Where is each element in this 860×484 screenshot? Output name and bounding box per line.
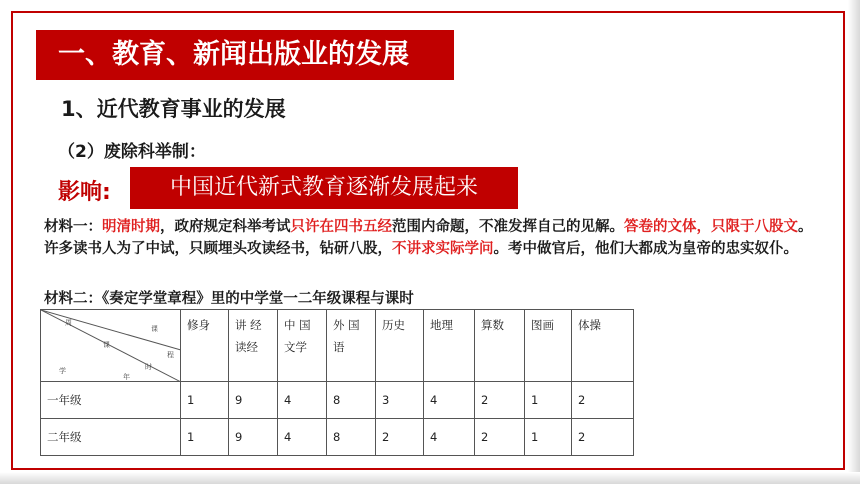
material-one-text-4: 。考中做官后，他们大都成为皇帝的忠实奴仆。	[493, 240, 798, 257]
table-row	[41, 382, 634, 419]
table-cell: 2	[572, 419, 634, 456]
header-cell: 算数	[475, 310, 525, 382]
table-cell: 4	[278, 419, 327, 456]
table-cell: 8	[327, 419, 376, 456]
material-one-highlight-1: 明清时期	[102, 218, 160, 235]
table-cell: 2	[572, 382, 634, 419]
row-label: 一年级	[41, 382, 181, 419]
point-heading: （2）废除科举制：	[58, 142, 206, 162]
corner-label-shi: 时	[145, 363, 152, 371]
table-cell: 9	[229, 419, 278, 456]
header-cell: 讲 经 读经	[229, 310, 278, 382]
header-cell: 图画	[525, 310, 572, 382]
table-cell: 4	[424, 382, 475, 419]
course-table	[40, 309, 634, 456]
material-one-text-1: ，政府规定科举考试	[160, 218, 291, 235]
corner-label-ke-1: 课	[151, 325, 158, 333]
impact-box: 中国近代新式教育逐渐发展起来	[130, 167, 518, 209]
material-one	[44, 216, 824, 260]
header-cell: 地理	[424, 310, 475, 382]
material-one-highlight-4: 不讲求实际学问	[392, 240, 494, 257]
table-cell: 1	[525, 419, 572, 456]
table-cell: 9	[229, 382, 278, 419]
table-cell: 1	[525, 382, 572, 419]
corner-label-ke-2: 课	[103, 341, 110, 349]
row-label: 二年级	[41, 419, 181, 456]
material-one-text-3: 。许多读书人为了中试，只顾埋头攻读经书，钻研八股，	[44, 218, 813, 257]
table-cell: 1	[181, 419, 229, 456]
header-cell: 历史	[376, 310, 424, 382]
table-cell: 2	[475, 382, 525, 419]
table-cell: 1	[181, 382, 229, 419]
material-one-highlight-3: 答卷的文体，只限于八股文	[624, 218, 798, 235]
material-one-text-2: 范围内命题，不准发挥自己的见解。	[392, 218, 624, 235]
material-two: 材料二：《奏定学堂章程》里的中学堂一二年级课程与课时	[44, 290, 414, 307]
corner-label-xue: 学	[59, 367, 66, 375]
title-banner: 一、教育、新闻出版业的发展	[36, 30, 454, 80]
table-cell: 8	[327, 382, 376, 419]
header-cell: 中 国 文学	[278, 310, 327, 382]
table-row	[41, 419, 634, 456]
table-header-row	[41, 310, 634, 382]
material-one-highlight-2: 只许在四书五经	[290, 218, 392, 235]
table-cell: 2	[475, 419, 525, 456]
right-shadow	[848, 0, 860, 484]
bottom-shadow	[0, 472, 860, 484]
section-subtitle: 1、近代教育事业的发展	[61, 97, 286, 121]
table-cell: 4	[278, 382, 327, 419]
header-cell: 外 国 语	[327, 310, 376, 382]
corner-label-nian: 年	[123, 373, 130, 381]
material-one-prefix: 材料一：	[44, 218, 102, 235]
table-cell: 2	[376, 419, 424, 456]
table-cell: 3	[376, 382, 424, 419]
corner-label-zhou: 周	[65, 319, 72, 327]
table-corner-cell	[41, 310, 181, 382]
header-cell: 体操	[572, 310, 634, 382]
corner-label-cheng: 程	[167, 351, 174, 359]
impact-label: 影响:	[58, 180, 111, 205]
table-cell: 4	[424, 419, 475, 456]
header-cell: 修身	[181, 310, 229, 382]
